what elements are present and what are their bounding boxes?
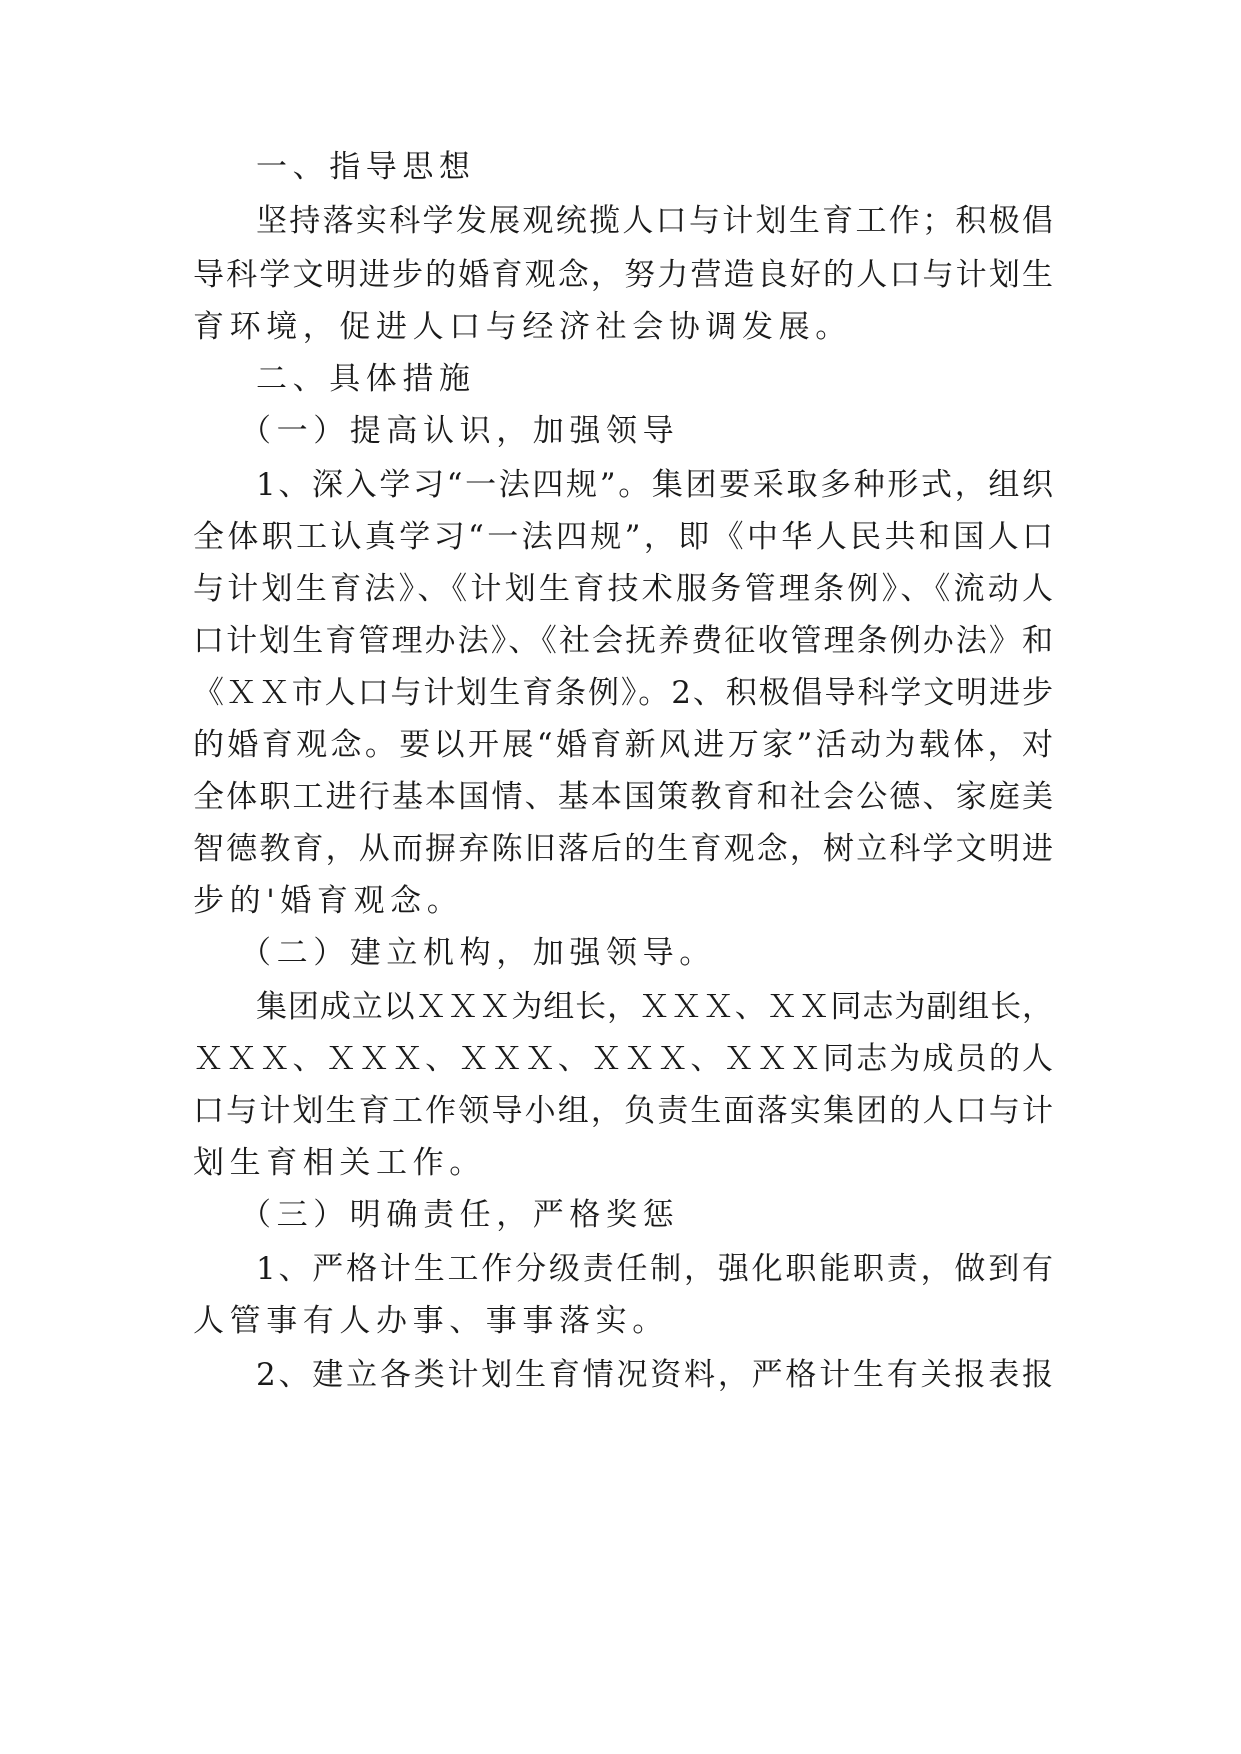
paragraph-line: 与计划生育法》、《计划生育技术服务管理条例》、《流动人 [193, 571, 1053, 607]
subheading-one: （一）提高认识，加强领导 [240, 413, 680, 449]
paragraph-line: 1、深入学习“一法四规”。集团要采取多种形式，组织 [256, 467, 1053, 503]
paragraph-line: 的婚育观念。要以开展“婚育新风进万家”活动为载体，对 [193, 727, 1053, 763]
paragraph-line: 《ＸＸ市人口与计划生育条例》。2、积极倡导科学文明进步 [193, 675, 1053, 711]
paragraph-line: 集团成立以ＸＸＸ为组长，ＸＸＸ、ＸＸ同志为副组长， [256, 989, 1053, 1025]
paragraph-line: 全体职工认真学习“一法四规”，即《中华人民共和国人口 [193, 519, 1053, 555]
paragraph-line: 1、严格计生工作分级责任制，强化职能职责，做到有 [256, 1251, 1053, 1287]
subheading-two: （二）建立机构，加强领导。 [240, 935, 716, 971]
paragraph-line: 导科学文明进步的婚育观念，努力营造良好的人口与计划生 [193, 257, 1053, 293]
paragraph-line: 口与计划生育工作领导小组，负责生面落实集团的人口与计 [193, 1093, 1053, 1129]
paragraph-line: 2、建立各类计划生育情况资料，严格计生有关报表报 [256, 1357, 1053, 1393]
paragraph-line: 全体职工进行基本国情、基本国策教育和社会公德、家庭美 [193, 779, 1053, 815]
paragraph-line: 智德教育，从而摒弃陈旧落后的生育观念，树立科学文明进 [193, 831, 1053, 867]
paragraph-line: 人管事有人办事、事事落实。 [193, 1303, 669, 1339]
subheading-three: （三）明确责任，严格奖惩 [240, 1197, 680, 1233]
heading-measures: 二、具体措施 [256, 361, 476, 397]
heading-guiding-thought: 一、指导思想 [256, 149, 476, 185]
paragraph-line: 划生育相关工作。 [193, 1145, 486, 1181]
paragraph-line: 步的'婚育观念。 [193, 883, 464, 919]
paragraph-line: ＸＸＸ、ＸＸＸ、ＸＸＸ、ＸＸＸ、ＸＸＸ同志为成员的人 [193, 1041, 1053, 1077]
paragraph-line: 坚持落实科学发展观统揽人口与计划生育工作；积极倡 [256, 203, 1053, 239]
paragraph-line: 育环境，促进人口与经济社会协调发展。 [193, 309, 852, 345]
paragraph-line: 口计划生育管理办法》、《社会抚养费征收管理条例办法》和 [193, 623, 1053, 659]
